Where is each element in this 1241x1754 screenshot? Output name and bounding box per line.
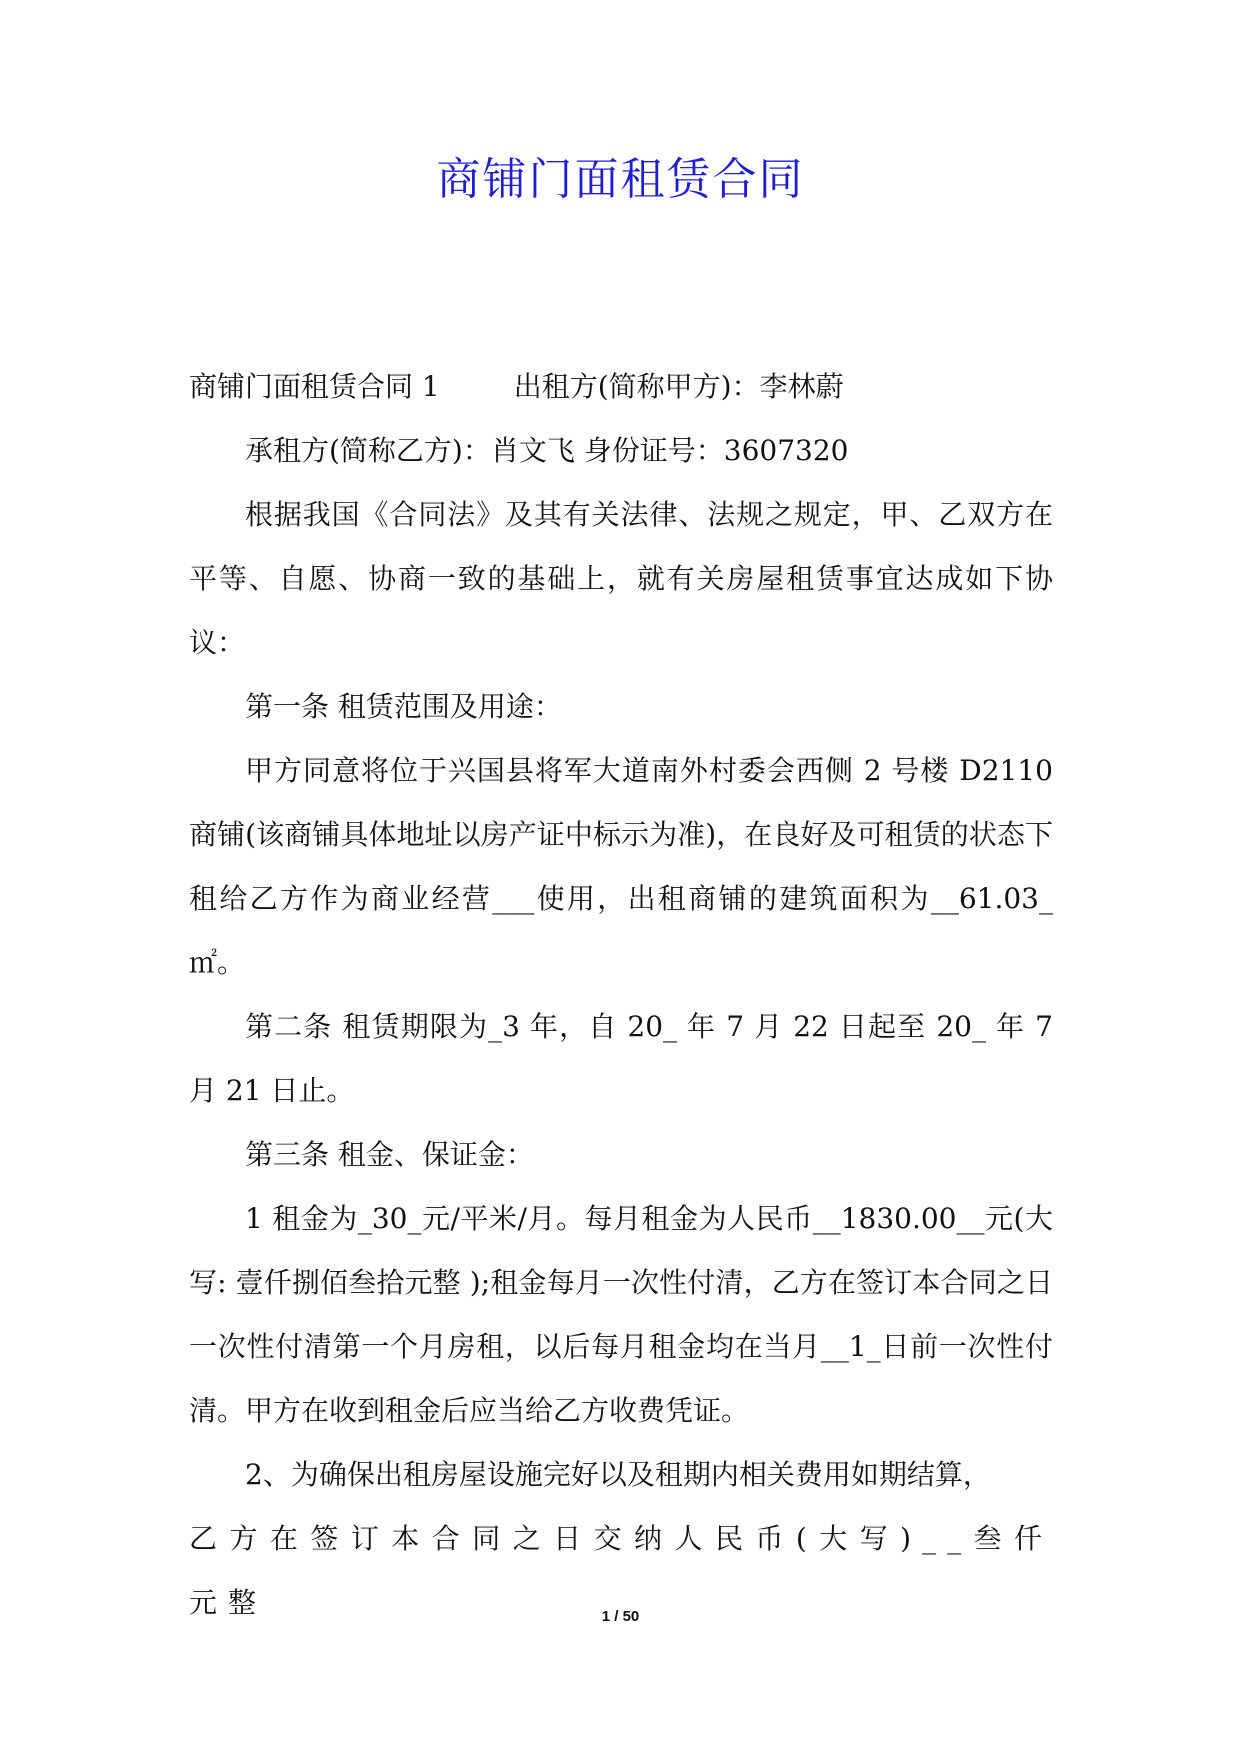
article-3-item-2-line-2: 乙方在签订本合同之日交纳人民币(大写)__叁仟元整 [189,1522,1053,1619]
document-body [189,355,1053,1635]
article-3-item-2-line-1: 2、为确保出租房屋设施完好以及租期内相关费用如期结算， [245,1458,991,1491]
lessee-line: 承租方(简称乙方)：肖文飞 身份证号：3607320 [245,434,849,467]
article-1-body: 甲方同意将位于兴国县将军大道南外村委会西侧 2 号楼 D2110 商铺(该商铺具体地址以房产证中标示为准)，在良好及可租赁的状态下租给乙方作为商业经营___使用，出租商铺的建筑面积为__61.03_㎡。 [189,754,1053,979]
lessor-line: 出租方(简称甲方)：李林蔚 [513,370,844,403]
page-number: 1 / 50 [601,1608,640,1625]
article-3-heading: 第三条 租金、保证金： [245,1138,534,1171]
intro-paragraph: 根据我国《合同法》及其有关法律、法规之规定，甲、乙双方在平等、自愿、协商一致的基础上，就有关房屋租赁事宜达成如下协议： [189,498,1053,659]
article-1-heading: 第一条 租赁范围及用途： [245,690,562,723]
contract-heading: 商铺门面租赁合同 1 [189,370,440,403]
article-2-paragraph: 第二条 租赁期限为_3 年，自 20_ 年 7 月 22 日起至 20_ 年 7 月 21 日止。 [189,1010,1053,1107]
document-title: 商铺门面租赁合同 [436,154,805,205]
article-3-item-1: 1 租金为_30_元/平米/月。每月租金为人民币__1830.00__元(大写: 壹仟捌佰叁拾元整 );租金每月一次性付清，乙方在签订本合同之日一次性付清第一个月房租，以后每月租金均在当月__1_日前一次性付清。甲方在收到租金后应当给乙方收费凭证。 [189,1202,1053,1427]
parties-line [189,355,1053,419]
